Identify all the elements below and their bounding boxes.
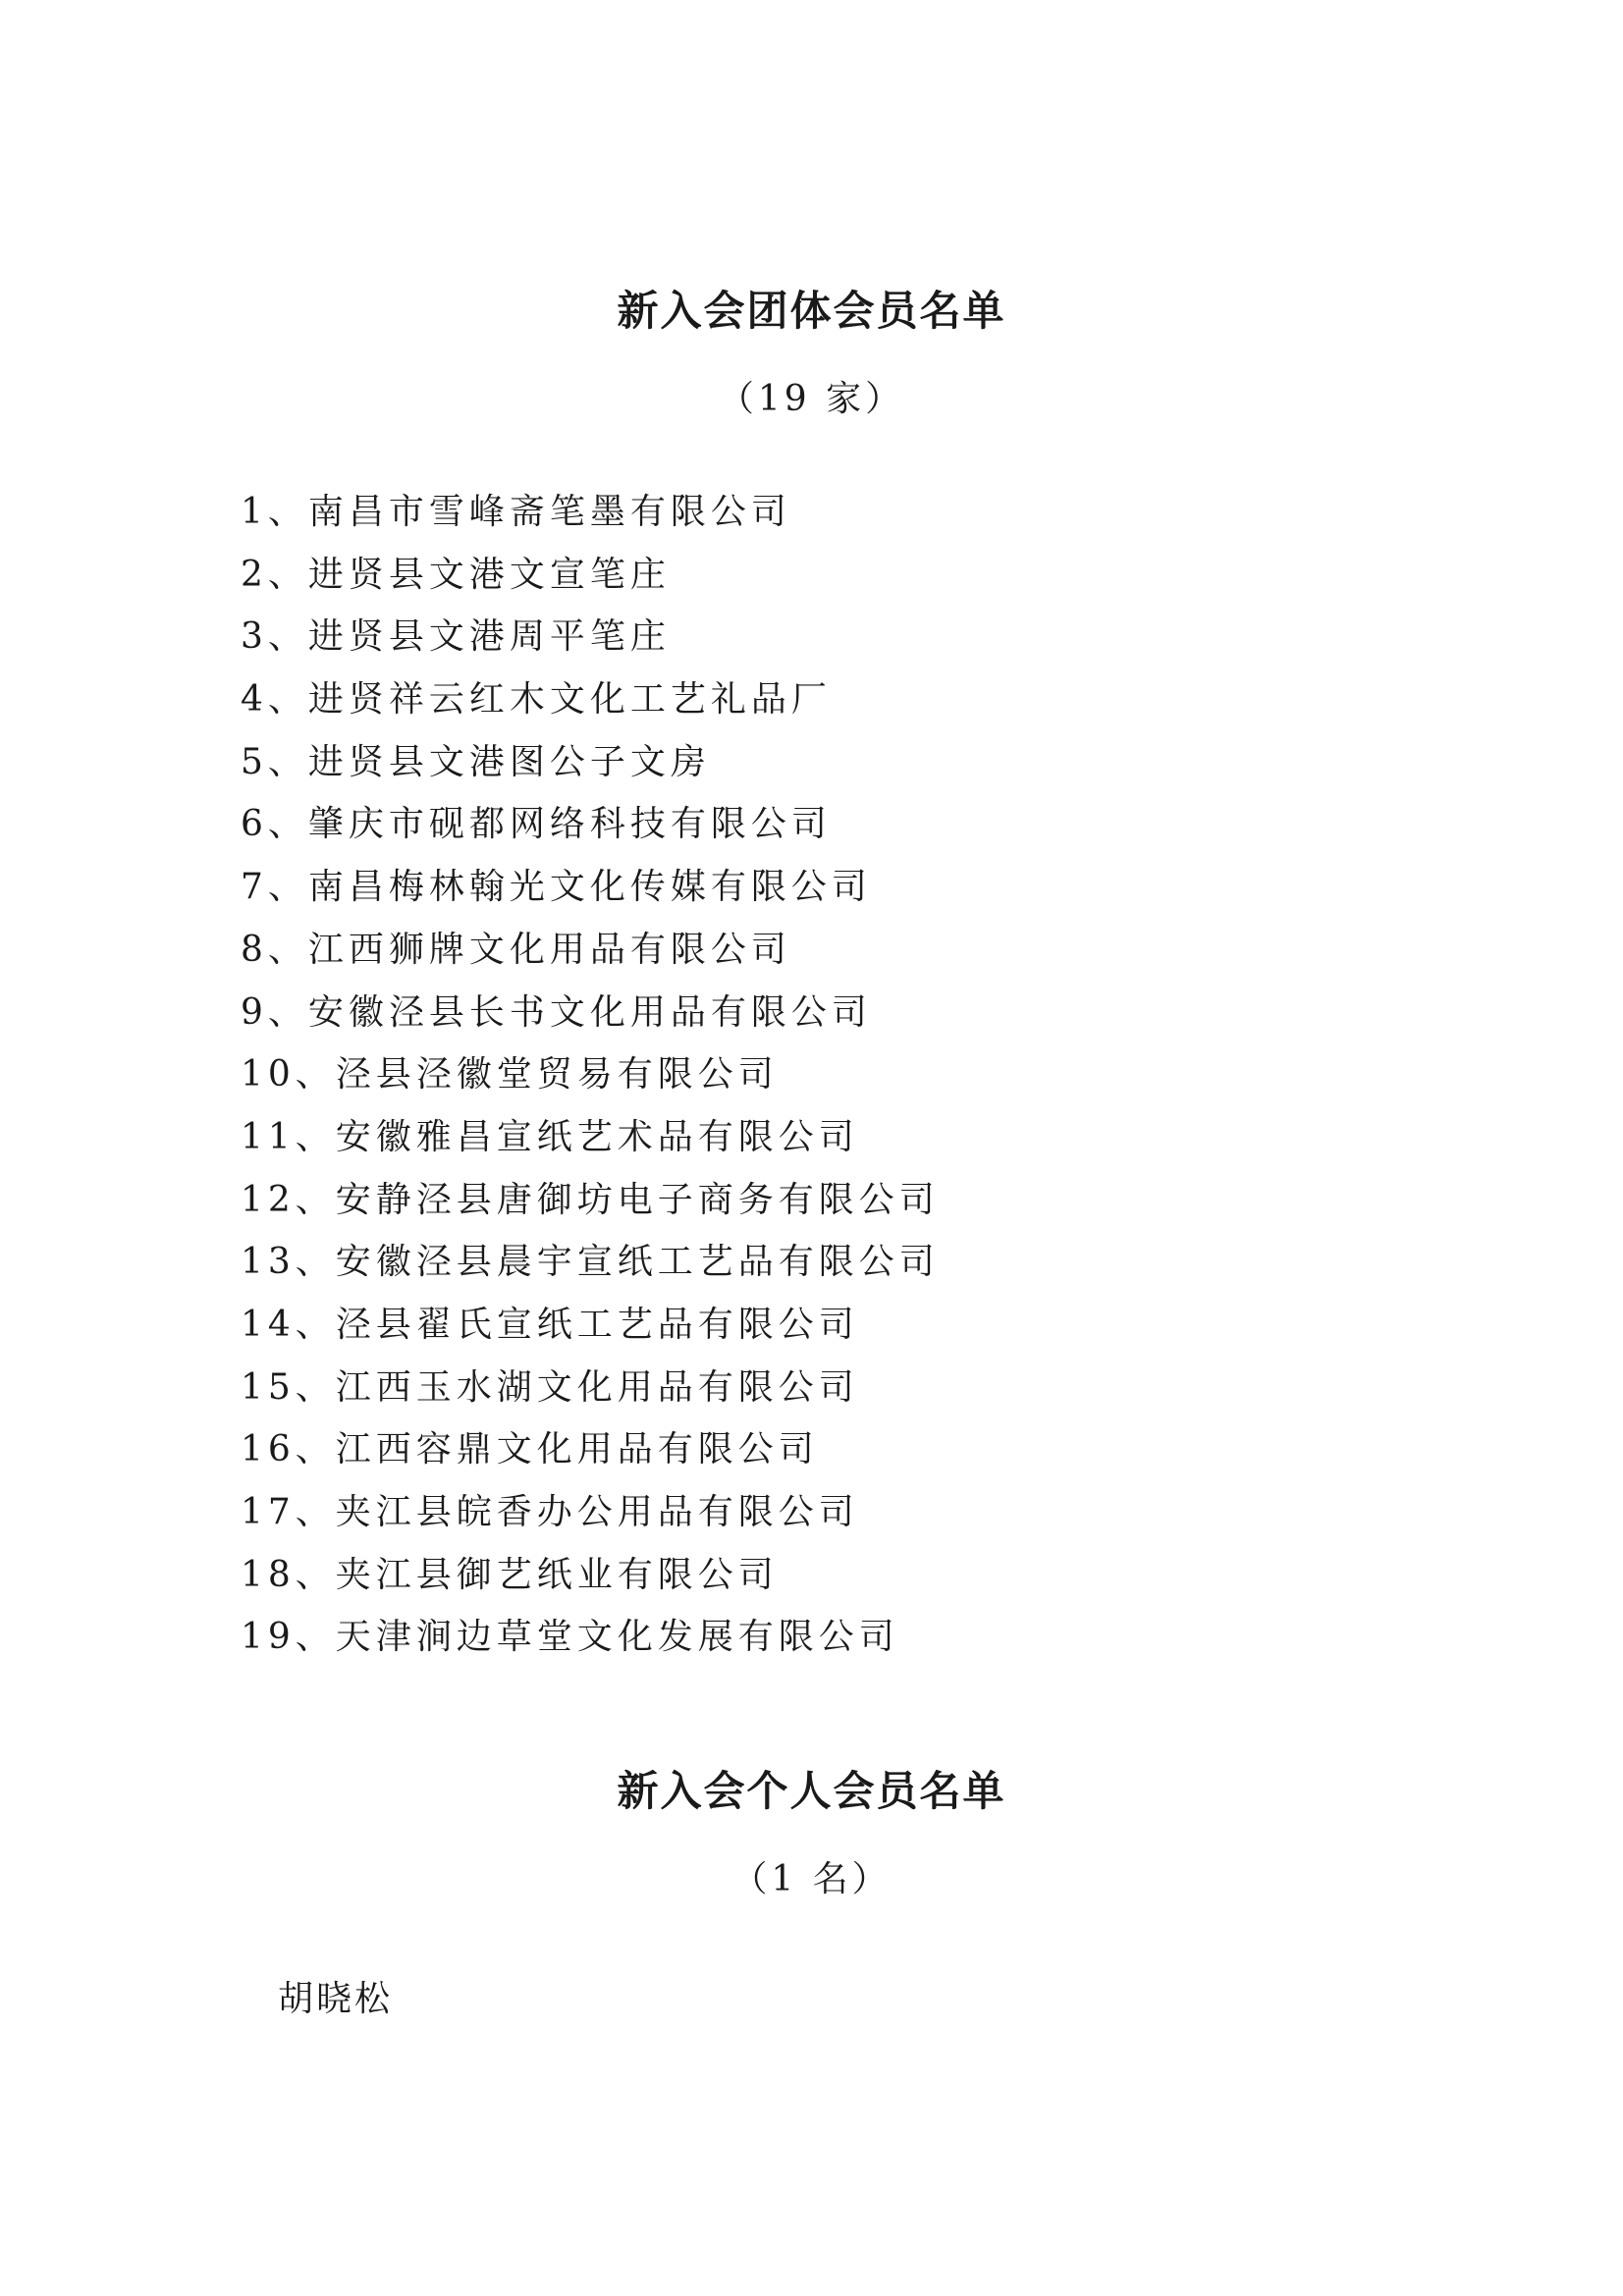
list-item: 胡晓松 <box>278 1979 394 2019</box>
individual-members-title: 新入会个人会员名单 <box>617 1767 1006 1815</box>
list-item: 3、进贤县文港周平笔庄 <box>241 616 671 658</box>
individual-members-list <box>278 1975 393 2024</box>
group-members-title: 新入会团体会员名单 <box>617 287 1006 335</box>
list-item: 8、江西狮牌文化用品有限公司 <box>241 929 791 970</box>
list-item: 13、安徽泾县晨宇宣纸工艺品有限公司 <box>241 1242 940 1283</box>
list-item: 14、泾县翟氏宣纸工艺品有限公司 <box>241 1304 859 1345</box>
group-members-list <box>241 488 940 1676</box>
list-item: 10、泾县泾徽堂贸易有限公司 <box>241 1054 779 1095</box>
list-item: 9、安徽泾县长书文化用品有限公司 <box>241 991 872 1033</box>
list-item: 4、进贤祥云红木文化工艺礼品厂 <box>241 679 832 721</box>
list-item: 12、安静泾县唐御坊电子商务有限公司 <box>241 1179 940 1220</box>
list-item: 2、进贤县文港文宣笔庄 <box>241 554 671 595</box>
list-item: 16、江西容鼎文化用品有限公司 <box>241 1429 819 1470</box>
list-item: 19、天津涧边草堂文化发展有限公司 <box>241 1617 899 1658</box>
list-item: 5、进贤县文港图公子文房 <box>241 741 711 782</box>
list-item: 7、南昌梅林翰光文化传媒有限公司 <box>241 867 872 908</box>
individual-members-count: （1 名） <box>731 1859 892 1899</box>
group-members-count: （19 家） <box>718 379 905 419</box>
list-item: 17、夹江县皖香办公用品有限公司 <box>241 1492 859 1532</box>
list-item: 6、肇庆市砚都网络科技有限公司 <box>241 804 832 845</box>
list-item: 11、安徽雅昌宣纸艺术品有限公司 <box>241 1116 859 1157</box>
list-item: 18、夹江县御艺纸业有限公司 <box>241 1554 779 1595</box>
list-item: 15、江西玉水湖文化用品有限公司 <box>241 1366 859 1408</box>
list-item: 1、南昌市雪峰斋笔墨有限公司 <box>241 492 791 532</box>
